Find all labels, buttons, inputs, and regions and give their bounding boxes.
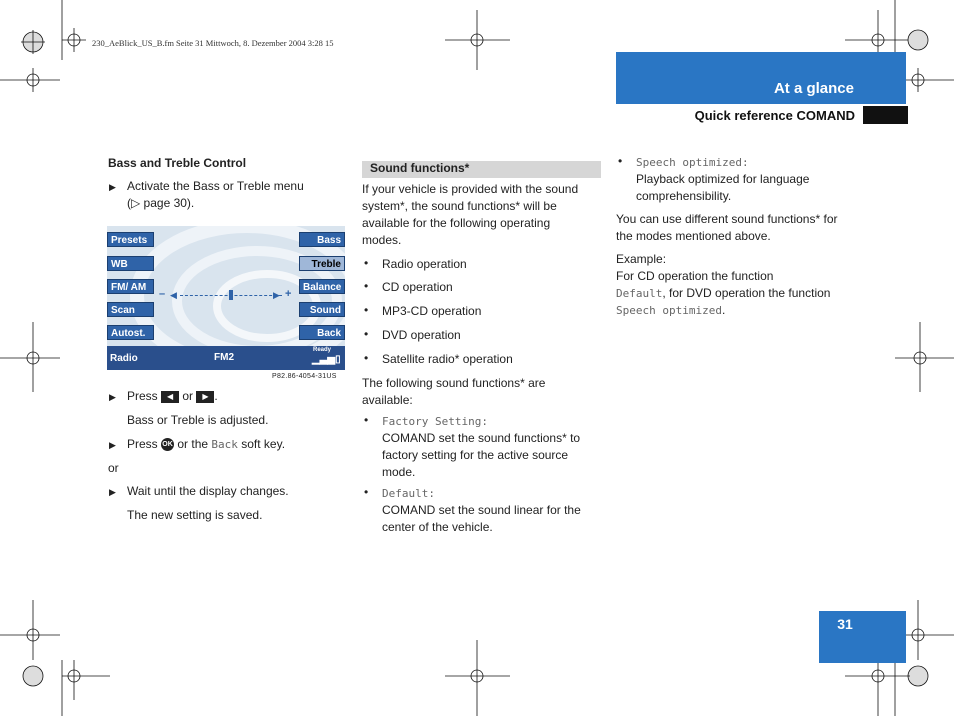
example-label: Example:: [616, 252, 667, 266]
step-arrow-icon: ▶: [109, 487, 116, 497]
intro-line: available for the following operating: [362, 216, 551, 230]
screen-btn-sound: Sound: [299, 302, 345, 317]
following-line: available:: [362, 393, 413, 407]
mode-item: Radio operation: [382, 257, 467, 271]
step2-prefix: Press: [127, 389, 158, 403]
fs-desc-line: factory setting for the active source: [382, 448, 569, 462]
screen-status-bar: [107, 346, 345, 370]
step1-text: [127, 178, 304, 212]
slider-minus: –: [159, 288, 166, 300]
mode-item: CD operation: [382, 280, 453, 294]
example-speech-optimized: Speech optimized: [616, 304, 722, 317]
step2-text: [127, 388, 218, 405]
sound-intro: [362, 181, 578, 249]
step3-text: [127, 436, 285, 453]
or-text: or: [108, 461, 119, 475]
screen-btn-scan: Scan: [107, 302, 154, 317]
speech-optimized-item: Speech optimized: Playback optimized for language comprehensibility.: [636, 156, 810, 203]
step3-suffix: soft key.: [241, 437, 286, 451]
screen-btn-autost: Autost.: [107, 325, 154, 340]
screen-btn-bass: Bass: [299, 232, 345, 247]
section-title: At a glance: [773, 80, 854, 97]
step3-prefix: Press: [127, 437, 158, 451]
following-line: The following sound functions* are: [362, 376, 546, 390]
section-tab: [616, 52, 906, 104]
bullet-icon: •: [364, 279, 369, 293]
mode-item: MP3-CD operation: [382, 304, 482, 318]
chapter-marker: [863, 106, 908, 124]
ok-button-icon: OK: [161, 438, 174, 451]
slider-plus: +: [285, 288, 292, 300]
use-line: the modes mentioned above.: [616, 229, 771, 243]
comand-screen: [107, 226, 345, 370]
following-text: [362, 375, 545, 409]
screen-btn-wb: WB: [107, 256, 154, 271]
example-end: .: [721, 303, 726, 317]
bullet-icon: •: [364, 413, 369, 427]
default-item: Default: COMAND set the sound linear for the center of the vehicle.: [382, 487, 581, 534]
example-line1: For CD operation the function: [616, 269, 774, 283]
subsection-title: Quick reference COMAND: [694, 108, 855, 123]
sound-functions-heading: Sound functions*: [370, 161, 470, 175]
mode-item: DVD operation: [382, 328, 461, 342]
step2-suffix: .: [214, 389, 218, 403]
screen-btn-treble: Treble: [299, 256, 345, 271]
factory-setting-item: Factory Setting: COMAND set the sound functions* to factory setting for the active source mode.: [382, 415, 581, 479]
bullet-icon: •: [364, 485, 369, 499]
page-number: 31: [837, 616, 853, 632]
def-desc-line: COMAND set the sound linear for the: [382, 503, 581, 517]
step4-text: Wait until the display changes.: [127, 484, 289, 498]
example-line2-rest: , for DVD operation the function: [662, 286, 831, 300]
screen-btn-balance: Balance: [299, 279, 345, 294]
right-arrow-key-icon: ▶: [196, 391, 214, 403]
step-arrow-icon: ▶: [109, 392, 116, 402]
fs-desc-line: COMAND set the sound functions* to: [382, 431, 581, 445]
status-source: Radio: [110, 353, 138, 364]
screen-btn-back: Back: [299, 325, 345, 340]
speech-optimized-label: Speech optimized: [636, 156, 742, 169]
so-desc-line: Playback optimized for language: [636, 172, 810, 186]
intro-line: system*, the sound functions* will be: [362, 199, 557, 213]
screen-btn-presets: Presets: [107, 232, 154, 247]
example-default: Default: [616, 287, 663, 300]
slider-thumb: [229, 290, 233, 300]
status-band: FM2: [214, 352, 234, 363]
bass-treble-heading: Bass and Treble Control: [108, 156, 247, 170]
file-meta: 230_AeBlick_US_B.fm Seite 31 Mittwoch, 8. Dezember 2004 3:28 15: [92, 38, 334, 48]
step2-or: or: [182, 389, 194, 403]
figure-code: P82.86-4054-31US: [272, 373, 337, 380]
step1-line2: (▷ page 30).: [127, 196, 195, 210]
def-desc-line: center of the vehicle.: [382, 520, 493, 534]
factory-setting-label: Factory Setting: [382, 415, 482, 428]
step1-line1: Activate the Bass or Treble menu: [127, 179, 304, 193]
slider-left-arrow-icon: ◀: [170, 290, 177, 300]
fs-desc-line: mode.: [382, 465, 416, 479]
bullet-icon: •: [364, 303, 369, 317]
back-key-label: Back: [211, 438, 238, 451]
step-arrow-icon: ▶: [109, 440, 116, 450]
bullet-icon: •: [364, 256, 369, 270]
use-text: [616, 211, 838, 245]
signal-strength-icon: ▁▃▅▯: [312, 354, 341, 365]
mode-item: Satellite radio* operation: [382, 352, 513, 366]
screen-btn-fm-am: FM/ AM: [107, 279, 154, 294]
slider-right-arrow-icon: ▶: [273, 290, 280, 300]
so-desc-line: comprehensibility.: [636, 189, 732, 203]
bullet-icon: •: [364, 327, 369, 341]
intro-line: modes.: [362, 233, 402, 247]
intro-line: If your vehicle is provided with the sound: [362, 182, 579, 196]
step4-result: The new setting is saved.: [127, 508, 263, 522]
left-arrow-key-icon: ◀: [161, 391, 179, 403]
example-block: [616, 251, 830, 319]
default-label: Default: [382, 487, 429, 500]
step-arrow-icon: ▶: [109, 182, 116, 192]
bullet-icon: •: [364, 351, 369, 365]
status-ready: Ready: [313, 347, 332, 353]
step3-mid: or the: [177, 437, 209, 451]
bullet-icon: •: [618, 154, 623, 168]
step2-result: Bass or Treble is adjusted.: [127, 413, 269, 427]
use-line: You can use different sound functions* for: [616, 212, 838, 226]
